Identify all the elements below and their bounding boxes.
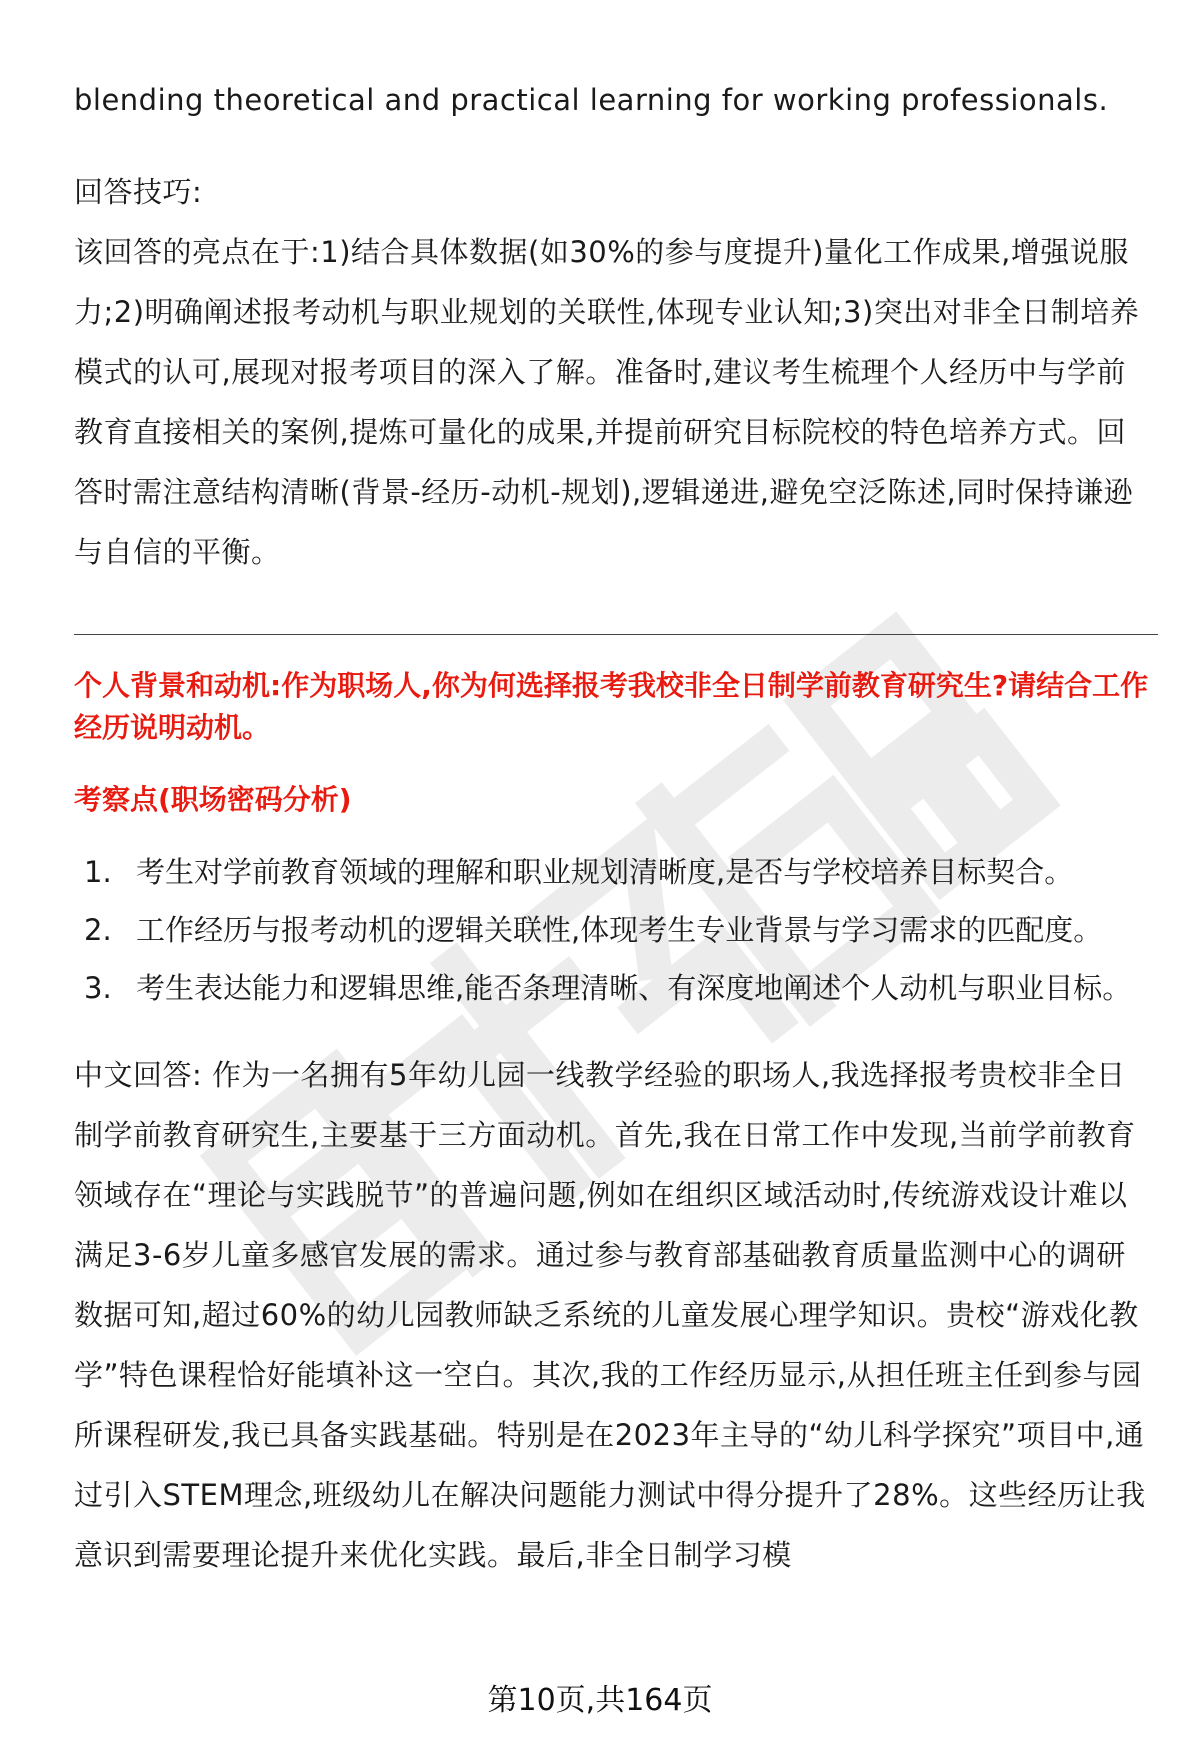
content-area <box>74 70 1154 1585</box>
list-number: 3. <box>84 971 112 1005</box>
question-heading: 个人背景和动机:作为职场人,你为何选择报考我校非全日制学前教育研究生?请结合工作经历说明动机。 <box>74 669 1149 744</box>
list-number: 1. <box>84 855 112 889</box>
exam-points-list <box>74 843 1154 1017</box>
tips-text: 该回答的亮点在于:1)结合具体数据(如30%的参与度提升)量化工作成果,增强说服力;2)明确阐述报考动机与职业规划的关联性,体现专业认知;3)突出对非全日制培养模式的认可,展现对报考项目的深入了解。准备时,建议考生梳理个人经历中与学前教育直接相关的案例,提炼可量化的成果,并提前研究目标院校的特色培养方式。回答时需注意结构清晰(背景-经历-动机-规划),逻辑递进,避免空泛陈述,同时保持谦逊与自信的平衡。 <box>74 235 1140 569</box>
list-text: 工作经历与报考动机的逻辑关联性,体现考生专业背景与学习需求的匹配度。 <box>136 913 1103 947</box>
answer-text: 作为一名拥有5年幼儿园一线教学经验的职场人,我选择报考贵校非全日制学前教育研究生,主要基于三方面动机。首先,我在日常工作中发现,当前学前教育领域存在“理论与实践脱节”的普遍问题,例如在组织区域活动时,传统游戏设计难以满足3-6岁儿童多感官发展的需求。通过参与教育部基础教育质量监测中心的调研数据可知,超过60%的幼儿园教师缺乏系统的儿童发展心理学知识。贵校“游戏化教学”特色课程恰好能填补这一空白。其次,我的工作经历显示,从担任班主任到参与园所课程研发,我已具备实践基础。特别是在2023年主导的“幼儿科学探究”项目中,通过引入STEM理念,班级幼儿在解决问题能力测试中得分提升了28%。这些经历让我意识到需要理论提升来优化实践。最后,非全日制学习模 <box>74 1058 1146 1572</box>
answer-paragraph <box>74 1045 1154 1585</box>
list-number: 2. <box>84 913 112 947</box>
list-text: 考生对学前教育领域的理解和职业规划清晰度,是否与学校培养目标契合。 <box>136 855 1074 889</box>
list-item <box>74 843 1154 901</box>
english-continuation: blending theoretical and practical learning for working professionals. <box>74 83 1109 117</box>
answer-label: 中文回答: <box>74 1058 203 1092</box>
page-number: 第10页,共164页 <box>487 1683 713 1718</box>
tips-label: 回答技巧: <box>74 175 203 209</box>
list-text: 考生表达能力和逻辑思维,能否条理清晰、有深度地阐述个人动机与职业目标。 <box>136 971 1132 1005</box>
list-item <box>74 959 1154 1017</box>
exam-points-title: 考察点(职场密码分析) <box>74 783 352 816</box>
list-item <box>74 901 1154 959</box>
section-divider <box>74 634 1158 635</box>
